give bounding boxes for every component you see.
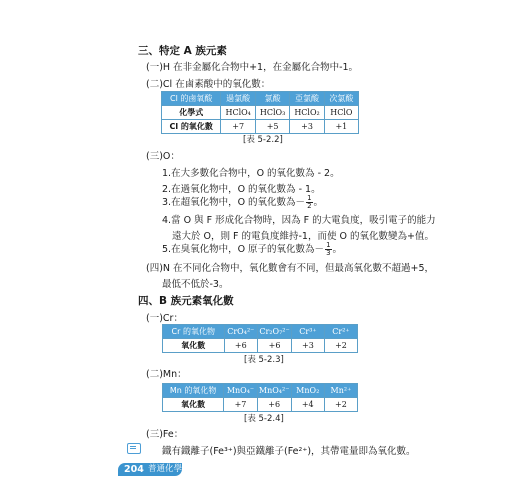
table-cell: +1 — [324, 120, 358, 134]
table-cell: HClO₃ — [255, 106, 289, 120]
fraction — [325, 242, 331, 257]
o-rule-3-text: 3.在超氧化物中，O 的氧化數為－ — [162, 197, 306, 208]
fe-heading: (三)Fe： — [146, 429, 184, 440]
fraction — [306, 195, 312, 210]
table-cell: HClO₄ — [221, 106, 255, 120]
table-header-cell: Cr 的氧化物 — [163, 325, 225, 339]
table-caption: [表 5-2.2] — [243, 135, 283, 145]
denominator: 2 — [307, 202, 312, 210]
table-header-cell: 氯酸 — [255, 92, 289, 106]
table-row — [163, 339, 358, 353]
table-header-cell: Cr³⁺ — [291, 325, 324, 339]
cr-heading: (一)Cr： — [146, 313, 183, 324]
denominator: 3 — [326, 249, 331, 257]
table-row — [162, 92, 359, 106]
table-row — [163, 325, 358, 339]
o-rule-heading: (三)O： — [146, 151, 180, 162]
n-rule-text: (四)N 在不同化合物中，氧化數會有不同，但最高氧化數不超過+5， — [146, 263, 435, 274]
table-row — [163, 398, 358, 412]
o-rule-5-end: 。 — [332, 244, 343, 255]
book-label: 普通化學 — [148, 464, 183, 474]
page-footer-badge — [118, 463, 182, 476]
o-rule-5-text: 5.在臭氧化物中，O 原子的氧化數為－ — [162, 244, 325, 255]
mn-oxidation-table — [162, 383, 358, 412]
numerator: 1 — [326, 241, 331, 249]
o-rule-4b: 遠大於 O，則 F 的電負度維持-1，而使 O 的氧化數變為+值。 — [172, 231, 434, 242]
table-cell: +2 — [324, 398, 357, 412]
section-3-title: 三、特定 A 族元素 — [138, 45, 227, 57]
cl-oxyacid-table — [161, 91, 359, 134]
o-rule-5 — [162, 241, 342, 257]
table-cell: HClO₂ — [290, 106, 324, 120]
table-header-cell: Mn 的氧化物 — [163, 384, 224, 398]
o-rule-3 — [162, 194, 323, 210]
o-rule-3-end: 。 — [313, 197, 324, 208]
table-caption: [表 5-2.4] — [244, 414, 284, 424]
table-header-cell: Cr²⁺ — [324, 325, 357, 339]
table-header-cell: Cl 的鹵氧酸 — [162, 92, 221, 106]
table-cell: HClO — [324, 106, 358, 120]
table-header-cell: 亞氯酸 — [290, 92, 324, 106]
cl-rule-text: (二)Cl 在鹵素酸中的氧化數： — [146, 79, 271, 90]
page-number: 204 — [124, 464, 144, 475]
table-cell: +7 — [224, 398, 258, 412]
mn-heading: (二)Mn： — [146, 369, 187, 380]
table-cell: +5 — [255, 120, 289, 134]
section-4-title: 四、B 族元素氧化數 — [138, 295, 234, 307]
o-rule-4a: 4.當 O 與 F 形成化合物時，因為 F 的大電負度，吸引電子的能力 — [162, 215, 436, 226]
o-rule-2: 2.在過氧化物中，O 的氧化數為 - 1。 — [162, 184, 321, 195]
table-header-cell: MnO₄⁻ — [224, 384, 258, 398]
table-cell: +4 — [291, 398, 324, 412]
table-row — [163, 384, 358, 398]
table-cell: +6 — [258, 339, 292, 353]
table-header-cell: Cr₂O₇²⁻ — [258, 325, 292, 339]
fe-text: 鐵有鐵離子(Fe³⁺)與亞鐵離子(Fe²⁺)，其帶電量即為氧化數。 — [162, 446, 416, 457]
table-cell: +3 — [291, 339, 324, 353]
o-rule-1: 1.在大多數化合物中，O 的氧化數為 - 2。 — [162, 168, 340, 179]
table-cell: +6 — [257, 398, 291, 412]
table-caption: [表 5-2.3] — [244, 355, 284, 365]
table-header-cell: MnO₄²⁻ — [257, 384, 291, 398]
table-header-cell: 次氯酸 — [324, 92, 358, 106]
table-header-cell: 過氯酸 — [221, 92, 255, 106]
note-icon — [127, 443, 141, 454]
table-header-cell: Mn²⁺ — [324, 384, 357, 398]
numerator: 1 — [307, 194, 312, 202]
row-label: Cl 的氧化數 — [162, 120, 221, 134]
cr-oxidation-table — [162, 324, 358, 353]
n-rule-text-2: 最低不低於-3。 — [162, 279, 229, 290]
table-row — [162, 120, 359, 134]
table-cell: +2 — [324, 339, 357, 353]
table-header-cell: CrO₄²⁻ — [224, 325, 258, 339]
h-rule-text: (一)H 在非金屬化合物中+1，在金屬化合物中-1。 — [146, 62, 359, 73]
table-cell: +6 — [224, 339, 258, 353]
row-label: 氧化數 — [163, 339, 225, 353]
table-cell: +3 — [290, 120, 324, 134]
table-row — [162, 106, 359, 120]
row-label: 氧化數 — [163, 398, 224, 412]
row-label: 化學式 — [162, 106, 221, 120]
table-cell: +7 — [221, 120, 255, 134]
table-header-cell: MnO₂ — [291, 384, 324, 398]
